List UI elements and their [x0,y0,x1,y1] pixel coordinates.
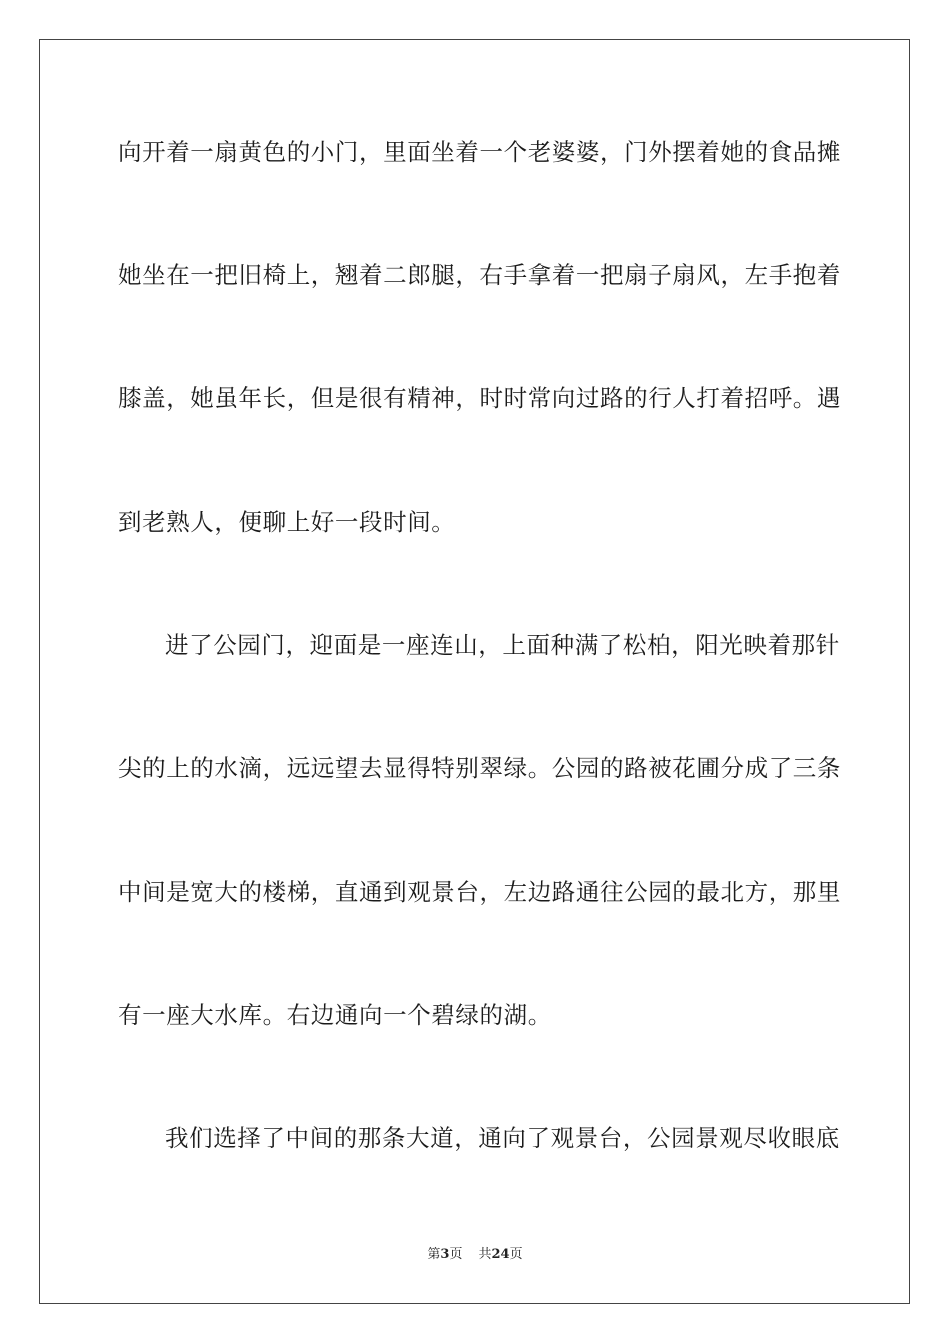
text-line: 向开着一扇黄色的小门，里面坐着一个老婆婆，门外摆着她的食品摊 [118,138,841,166]
page-border [39,39,910,1304]
text-line: 膝盖，她虽年长，但是很有精神，时时常向过路的行人打着招呼。遇 [118,384,841,412]
total-pages: 24 [491,1247,510,1262]
page-footer [0,1245,950,1265]
paragraph-start-line: 进了公园门，迎面是一座连山，上面种满了松柏，阳光映着那针 [165,631,840,659]
total-label-suffix: 页 [509,1247,523,1262]
total-label-prefix: 共 [478,1247,492,1262]
text-line: 到老熟人，便聊上好一段时间。 [118,508,456,536]
paragraph-start-line: 我们选择了中间的那条大道，通向了观景台，公园景观尽收眼底 [165,1124,840,1152]
text-line: 尖的上的水滴，远远望去显得特别翠绿。公园的路被花圃分成了三条 [118,754,841,782]
text-line: 有一座大水库。右边通向一个碧绿的湖。 [118,1001,552,1029]
page-label-prefix: 第 [427,1247,441,1262]
page-number: 3 [440,1247,450,1262]
page-label-suffix: 页 [449,1247,463,1262]
text-line: 她坐在一把旧椅上，翘着二郎腿，右手拿着一把扇子扇风，左手抱着 [118,261,841,289]
text-line: 中间是宽大的楼梯，直通到观景台，左边路通往公园的最北方，那里 [118,878,841,906]
